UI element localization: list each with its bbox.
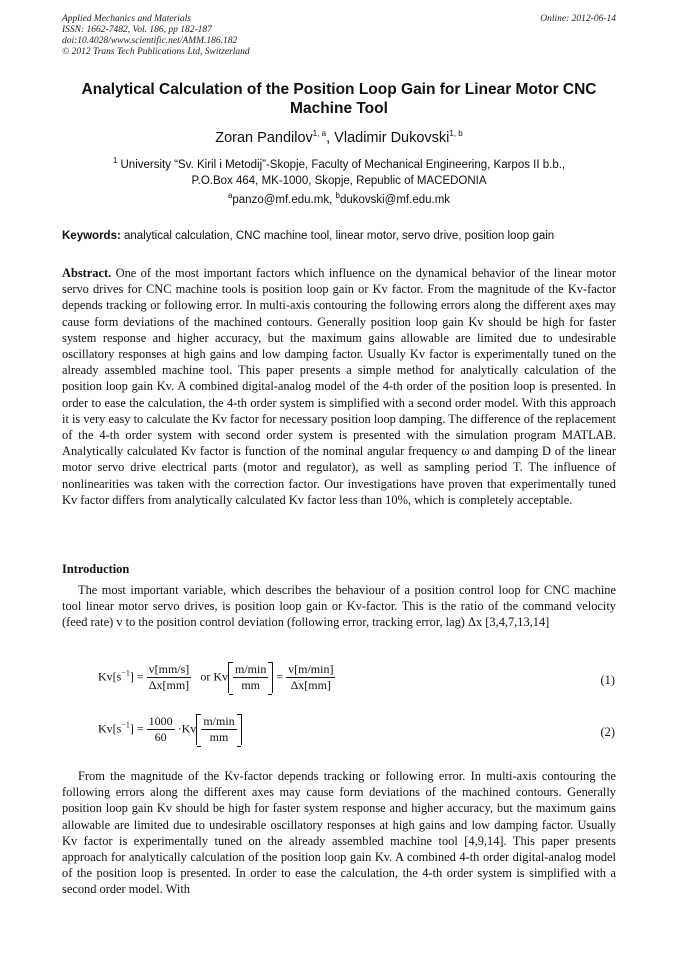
email-a-sup: a xyxy=(227,191,233,201)
equation-2-number: (2) xyxy=(600,725,615,739)
affiliation-sup: 1 xyxy=(112,156,118,166)
affiliation-line-1: University “Sv. Kiril i Metodij”-Skopje, Faculty of Mechanical Engineering, Karpos II b.b., xyxy=(120,159,566,171)
journal-doi[interactable]: doi:10.4028/www.scientific.net/AMM.186.182 xyxy=(62,36,238,46)
intro-paragraph-1: The most important variable, which describes the behaviour of a position control loop for CNC machine tool linear motor servo drives, is position loop gain or Kv-factor. This is the ratio of the command velocity (feed rate) v to the position control deviation (following error, tracking error, lag) Δx [3,4,7,13,14] xyxy=(62,583,616,630)
eq1-equals: = xyxy=(136,669,144,684)
intro-paragraph-2: From the magnitude of the Kv-factor depends tracking or following error. In multi-axis contouring the following errors along the different axes may cause form deviations of the machined contours. Generally position loop gain Kv should be high for faster system response and higher accuracy, but the maximum gains allowable are limited due to undesirable oscillatory responses at high gains and low damping factor. Usually Kv factor is experimentally tuned on the already assembled machine tool [4,9,14]. This paper presents approach for analytically calculation of the position loop gain Kv. A combined 4-th order digital-analog model of the position loop is presented. In order to ease the calculation, the 4-th order system is simplified with a second order model. With xyxy=(62,769,616,897)
eq2-kv: Kv xyxy=(181,721,197,736)
email-b-sup: b xyxy=(335,191,340,201)
eq1-lhs: Kv[s xyxy=(98,669,122,684)
eq1-num-2: v[m/min] xyxy=(288,662,334,676)
eq1-bracket-num: m/min xyxy=(234,662,267,676)
eq2-lhs-sup: −1 xyxy=(121,720,130,730)
eq1-equals-2: = xyxy=(276,669,284,684)
equation-2 xyxy=(98,714,242,745)
abstract-label: Abstract. xyxy=(62,266,112,280)
abstract xyxy=(62,265,616,508)
abstract-text: One of the most important factors which influence on the dynamical behavior of the linear motor servo drives for CNC machine tools is position loop gain or Kv factor. From the magnitude of the Kv-factor depends tracking or following error. In multi-axis contouring the following errors along the different axes may cause form deviations of the machined contours. Generally position loop gain Kv should be high for faster system response and higher accuracy, but the maximum gains allowable are limited due to undesirable oscillatory responses at high gains and low damping factor. Usually Kv factor is experimentally tuned on the already assembled machine tool. This paper presents a simple method for analytically calculation of the position loop gain Kv. A combined digital-analog model of the 4-th order of the position loop is presented. In order to ease the calculation, the 4-th order system is simplified with a second order model. With this approach it is very easy to calculate the Kv factor for necessary position loop damping. The difference of the replacement of the 4-th order system with second order system is presented with the simulation program MATLAB. Analytically calculated Kv factor is function of the nominal angular frequency ω and damping D of the linear motor servo drive electrical parts (motor and regulator), as well as sampling period T. The influence of nonlinearities was taken with the correction factor. Our investigations have proven that experimentally tuned Kv factor differs from analytically calculated Kv factor less than 10%, which is completely acceptable. xyxy=(62,266,616,507)
eq1-bracket xyxy=(228,662,273,693)
author-emails xyxy=(62,191,616,206)
eq2-equals: = xyxy=(136,721,144,736)
author-2: Vladimir Dukovski xyxy=(334,130,450,146)
journal-issn: ISSN: 1662-7482, Vol. 186, pp 182-187 xyxy=(62,25,212,35)
eq2-bracket-fraction xyxy=(201,714,236,745)
author-separator: , xyxy=(326,130,335,146)
eq2-dot: · xyxy=(177,721,182,736)
section-heading-introduction: Introduction xyxy=(62,562,130,576)
equation-1 xyxy=(98,662,335,693)
eq1-kv: Kv xyxy=(213,669,228,684)
eq2-bracket-den: mm xyxy=(209,730,229,744)
keywords-label: Keywords: xyxy=(62,230,121,242)
eq1-fraction-1 xyxy=(147,662,192,693)
journal-header xyxy=(62,14,616,58)
equation-1-number: (1) xyxy=(600,673,615,687)
eq1-bracket-fraction xyxy=(233,662,268,693)
eq1-bracket-den: mm xyxy=(241,678,260,692)
author-line xyxy=(62,130,616,146)
eq1-fraction-2 xyxy=(286,662,335,693)
eq2-den: 60 xyxy=(154,730,167,744)
affiliation-line-2: P.O.Box 464, MK-1000, Skopje, Republic of MACEDONIA xyxy=(191,175,487,187)
eq2-bracket xyxy=(196,714,241,745)
journal-name: Applied Mechanics and Materials xyxy=(62,14,192,24)
eq1-den-1: Δx[mm] xyxy=(148,678,190,692)
keywords xyxy=(62,230,616,242)
eq2-lhs: Kv[s xyxy=(98,721,122,736)
eq2-num: 1000 xyxy=(148,714,173,728)
eq1-or: or xyxy=(200,669,211,684)
email-a[interactable]: panzo@mf.edu.mk, xyxy=(232,194,336,206)
author-1-sup: 1, a xyxy=(312,129,327,139)
online-date: Online: 2012-06-14 xyxy=(540,14,616,24)
eq1-lhs-sup: −1 xyxy=(121,668,130,678)
eq1-lhs-end: ] xyxy=(129,669,134,684)
journal-copyright: © 2012 Trans Tech Publications Ltd, Switzerland xyxy=(62,47,250,57)
author-2-sup: 1, b xyxy=(449,129,463,139)
paper-title: Analytical Calculation of the Position Loop Gain for Linear Motor CNC Machine Tool xyxy=(81,81,597,117)
author-1: Zoran Pandilov xyxy=(215,130,313,146)
eq1-den-2: Δx[mm] xyxy=(290,678,331,692)
keywords-text: analytical calculation, CNC machine tool, linear motor, servo drive, position loop gain xyxy=(120,230,555,242)
email-b[interactable]: dukovski@mf.edu.mk xyxy=(339,194,451,206)
eq2-fraction xyxy=(147,714,175,745)
eq2-bracket-num: m/min xyxy=(203,714,235,728)
eq2-lhs-end: ] xyxy=(129,721,134,736)
eq1-num-1: v[mm/s] xyxy=(148,662,190,676)
affiliation xyxy=(62,157,616,189)
